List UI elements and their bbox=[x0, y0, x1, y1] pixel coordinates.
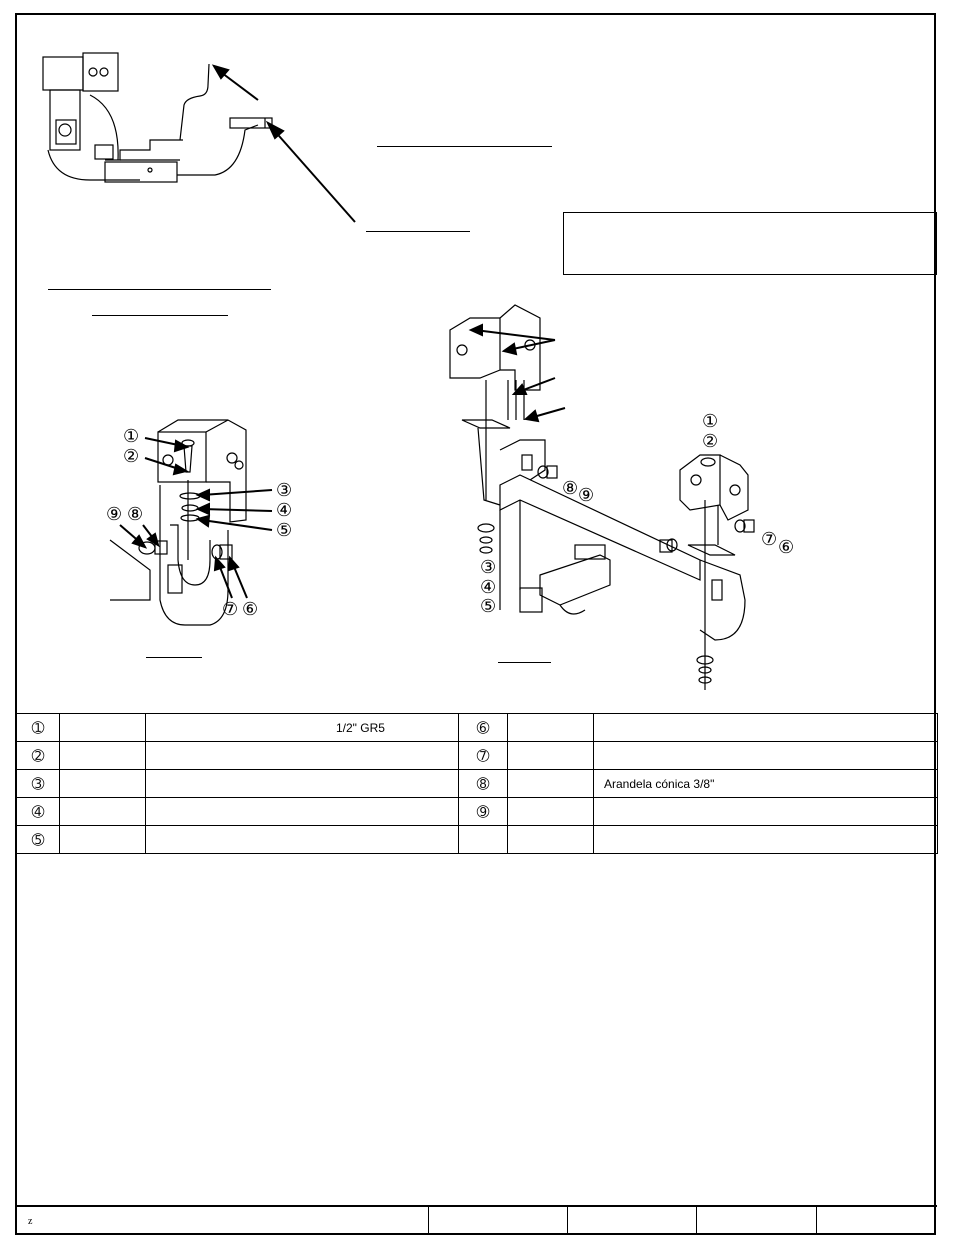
part-number: ➆ bbox=[459, 742, 508, 770]
part-description bbox=[594, 826, 938, 854]
fig2-callout-5: ⑤ bbox=[480, 596, 497, 617]
fig2-callout-8: ⑧ bbox=[562, 478, 579, 499]
fig2-callout-1: ① bbox=[702, 411, 719, 432]
part-number: ➂ bbox=[17, 770, 60, 798]
fig1-callout-5: ⑤ bbox=[276, 520, 293, 541]
part-number bbox=[459, 826, 508, 854]
part-description bbox=[146, 798, 459, 826]
table-row bbox=[17, 742, 938, 770]
part-qty bbox=[60, 742, 146, 770]
part-number: ➁ bbox=[17, 742, 60, 770]
fig1-callout-8: ⑧ bbox=[127, 504, 144, 525]
part-description bbox=[594, 742, 938, 770]
fig2-callout-3: ③ bbox=[480, 557, 497, 578]
part-qty bbox=[60, 798, 146, 826]
part-description bbox=[146, 770, 459, 798]
footer-mark: z bbox=[16, 1206, 428, 1235]
part-qty bbox=[60, 770, 146, 798]
footer-cell bbox=[428, 1206, 567, 1235]
parts-table bbox=[16, 713, 938, 854]
fig2-callout-2: ② bbox=[702, 431, 719, 452]
fig2-callout-4: ④ bbox=[480, 577, 497, 598]
part-number: ➀ bbox=[17, 714, 60, 742]
fig1-callout-6: ⑥ bbox=[242, 599, 259, 620]
fig1-callout-2: ② bbox=[123, 446, 140, 467]
part-number: ➇ bbox=[459, 770, 508, 798]
footer-cell bbox=[696, 1206, 816, 1235]
part-qty bbox=[60, 714, 146, 742]
part-number: ➃ bbox=[17, 798, 60, 826]
part-number: ➄ bbox=[17, 826, 60, 854]
fig2-callout-7: ⑦ bbox=[761, 529, 778, 550]
table-row bbox=[17, 826, 938, 854]
part-qty bbox=[60, 826, 146, 854]
part-qty bbox=[508, 742, 594, 770]
part-description bbox=[146, 742, 459, 770]
footer-cell bbox=[816, 1206, 937, 1235]
fig1-callout-9: ⑨ bbox=[106, 504, 123, 525]
part-description bbox=[594, 714, 938, 742]
table-row bbox=[17, 714, 938, 742]
fig1-callout-7: ⑦ bbox=[222, 599, 239, 620]
fig1-callout-3: ③ bbox=[276, 480, 293, 501]
part-description: Arandela cónica 3/8" bbox=[594, 770, 938, 798]
part-qty bbox=[508, 714, 594, 742]
footer-cell bbox=[567, 1206, 696, 1235]
part-description bbox=[594, 798, 938, 826]
fig2-callout-9: ⑨ bbox=[578, 485, 595, 506]
part-description bbox=[146, 826, 459, 854]
fig2-callout-6: ⑥ bbox=[778, 537, 795, 558]
part-qty bbox=[508, 770, 594, 798]
footer-title-block bbox=[16, 1205, 937, 1235]
part-number: ➈ bbox=[459, 798, 508, 826]
table-row bbox=[17, 770, 938, 798]
part-qty bbox=[508, 826, 594, 854]
part-description: 1/2" GR5 bbox=[146, 714, 459, 742]
table-row bbox=[17, 798, 938, 826]
fig1-callout-4: ④ bbox=[276, 500, 293, 521]
part-number: ➅ bbox=[459, 714, 508, 742]
fig1-callout-1: ① bbox=[123, 426, 140, 447]
part-qty bbox=[508, 798, 594, 826]
